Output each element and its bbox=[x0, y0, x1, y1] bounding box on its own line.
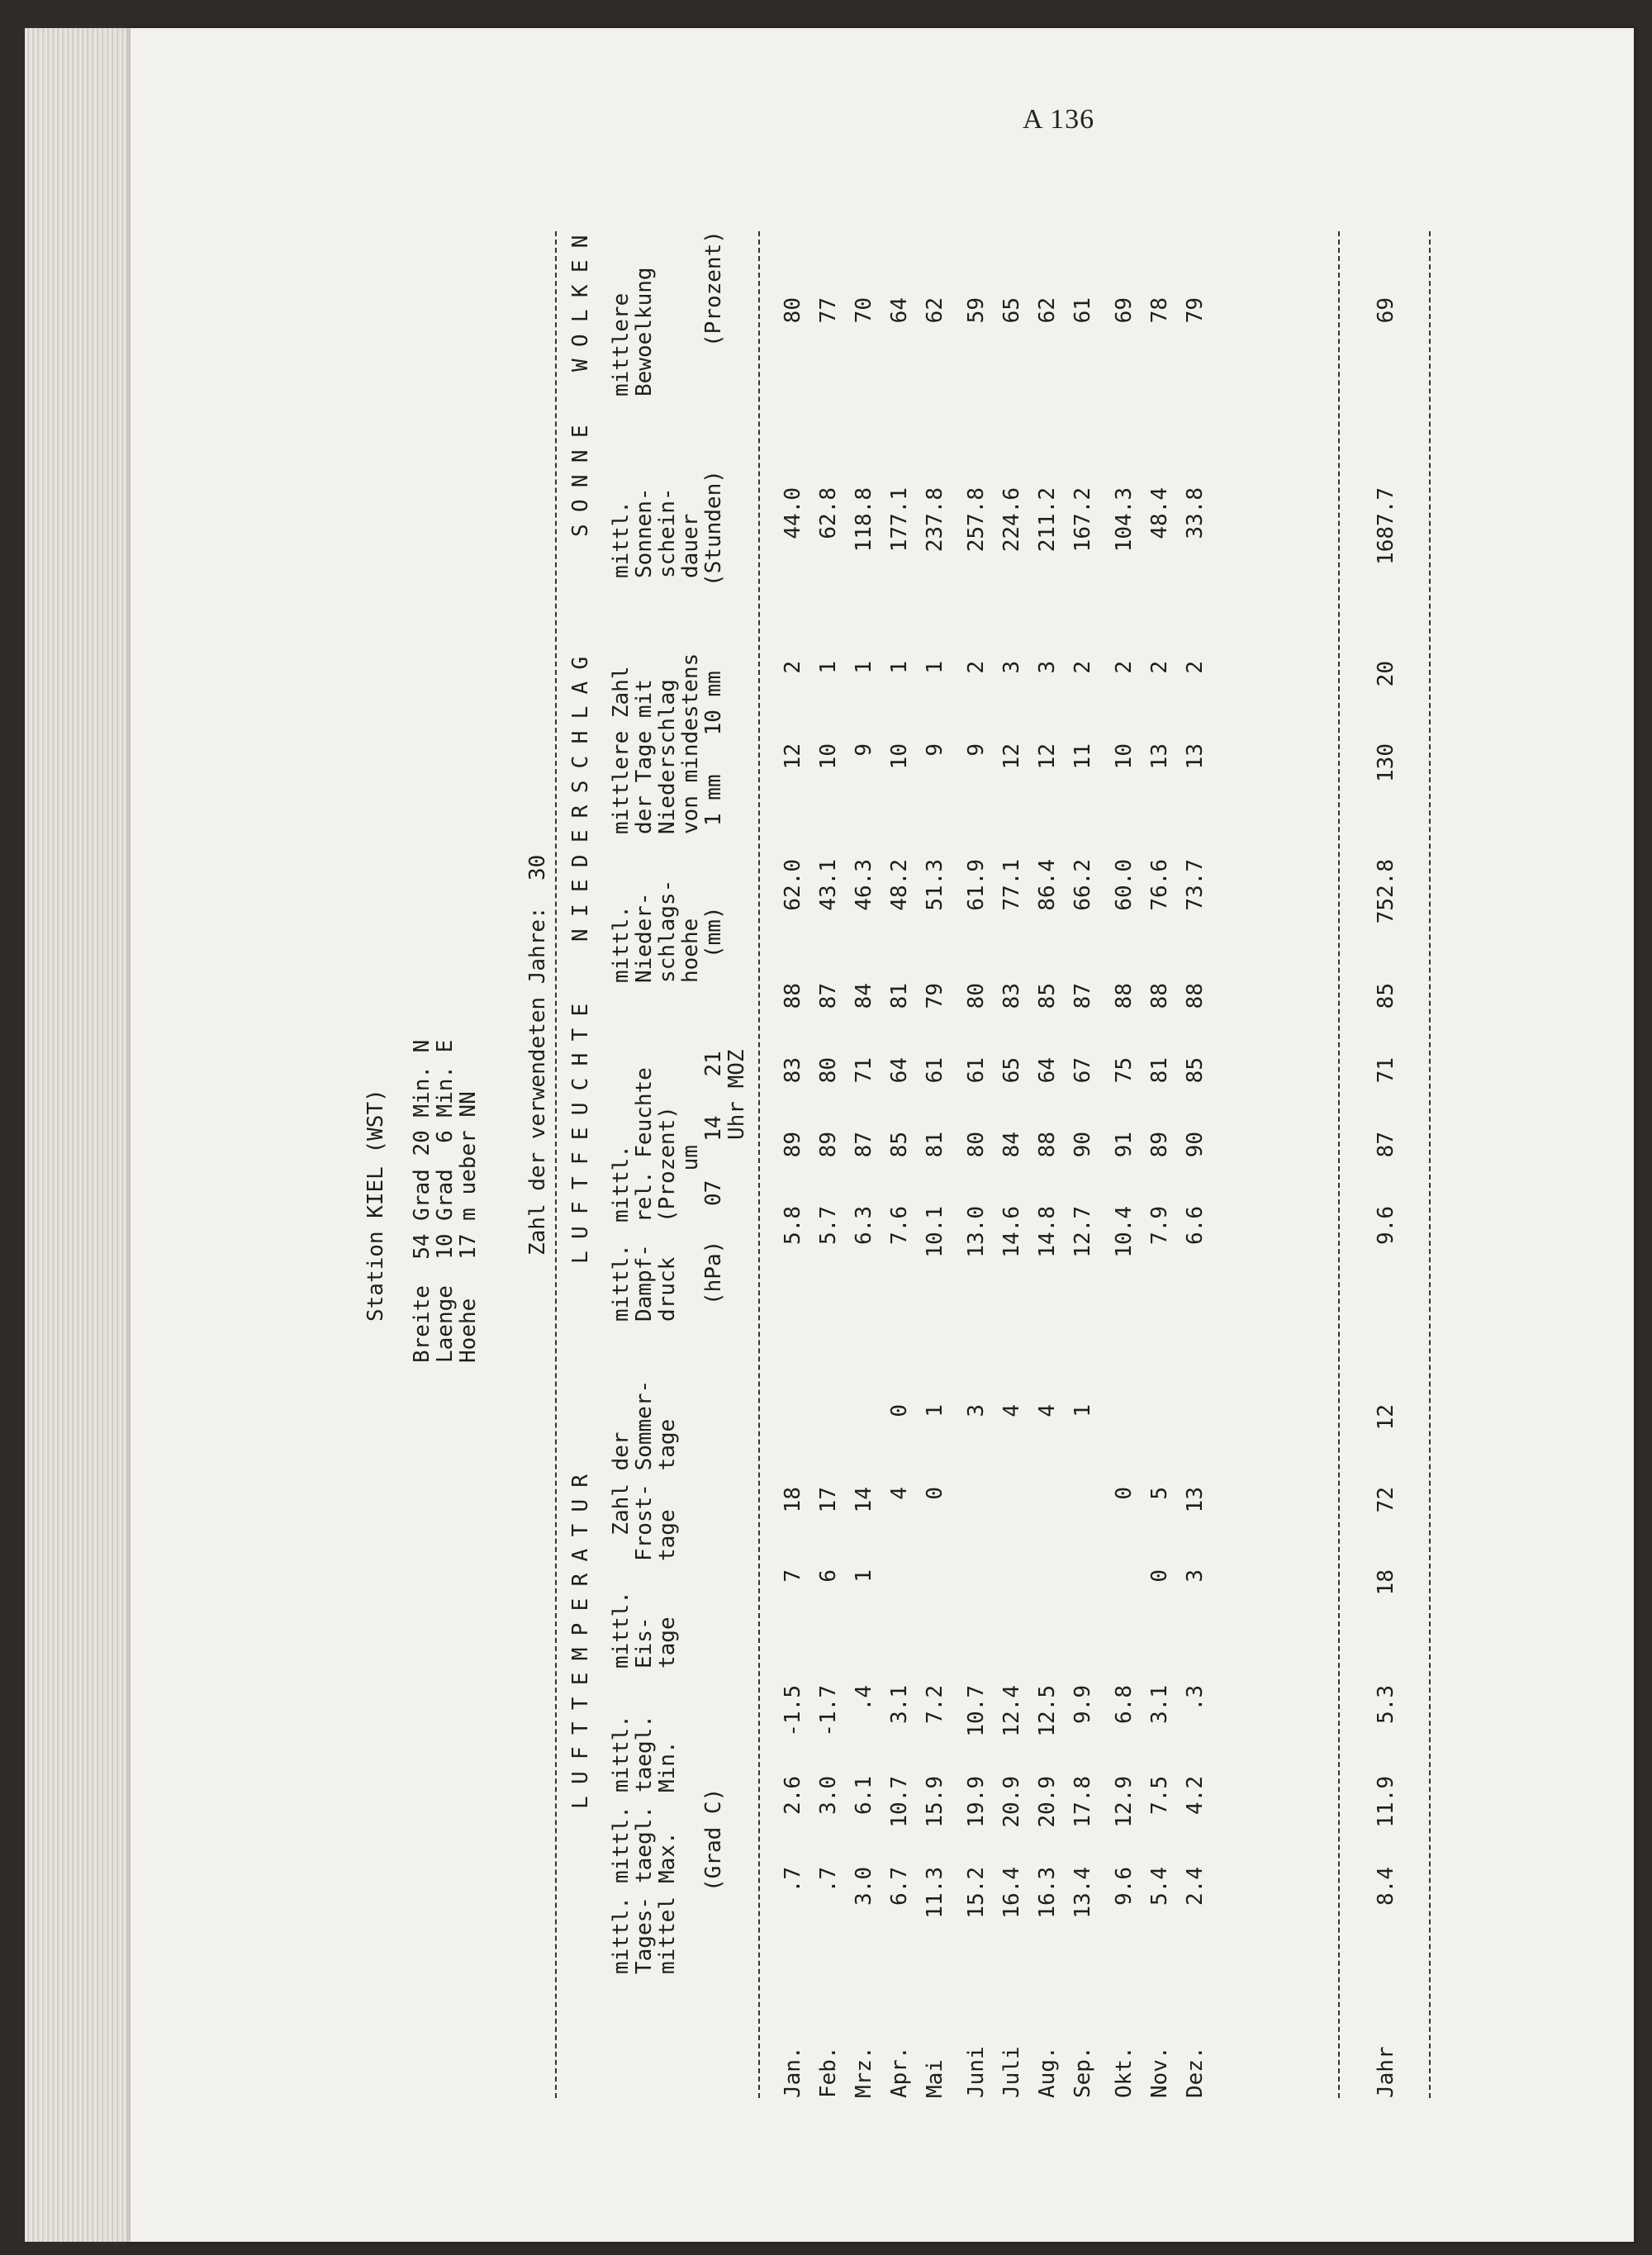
table-row-max: 3.0 bbox=[816, 1776, 841, 1815]
table-row-f21: 85 bbox=[1035, 983, 1060, 1009]
year-row-min: 5.3 bbox=[1374, 1685, 1398, 1724]
divider-header bbox=[758, 231, 760, 2098]
table-row-dampf: 12.7 bbox=[1070, 1206, 1095, 1258]
table-row-wolken: 65 bbox=[999, 297, 1024, 324]
table-row-f14: 80 bbox=[816, 1057, 841, 1084]
table-row-max: 19.9 bbox=[964, 1776, 989, 1828]
table-row-max: 17.8 bbox=[1070, 1776, 1095, 1828]
group-lufttemperatur: LUFTTEMPERATUR bbox=[568, 1462, 593, 1809]
table-row-d1: 10 bbox=[816, 743, 841, 770]
table-row-dampf: 7.9 bbox=[1147, 1206, 1172, 1245]
table-row-f14: 64 bbox=[887, 1057, 912, 1084]
table-row-wolken: 77 bbox=[816, 297, 841, 324]
table-row-d10: 2 bbox=[1112, 661, 1137, 674]
table-row-wolken: 79 bbox=[1183, 297, 1208, 324]
header-bewoelkung: mittlere Bewoelkung bbox=[609, 267, 657, 396]
table-row-wolken: 61 bbox=[1070, 297, 1095, 324]
table-row-dampf: 10.1 bbox=[923, 1206, 947, 1258]
table-row-f21: 81 bbox=[887, 983, 912, 1009]
header-niederschlagshoehe: mittl. Nieder- schlags- hoehe bbox=[609, 879, 703, 983]
table-row-min: 3.1 bbox=[1147, 1685, 1172, 1724]
table-row-wolken: 62 bbox=[1035, 297, 1060, 324]
table-row-f21: 79 bbox=[923, 983, 947, 1009]
table-row-eis: 0 bbox=[1147, 1569, 1172, 1583]
table-row-t: 6.7 bbox=[887, 1867, 912, 1906]
table-row-t: 5.4 bbox=[1147, 1867, 1172, 1906]
table-row-t: 9.6 bbox=[1112, 1867, 1137, 1906]
year-row-dampf: 9.6 bbox=[1374, 1206, 1398, 1245]
year-row-frost: 72 bbox=[1374, 1487, 1398, 1513]
table-row-max: 10.7 bbox=[887, 1776, 912, 1828]
table-row-min: .3 bbox=[1183, 1685, 1208, 1711]
table-row-max: 15.9 bbox=[923, 1776, 947, 1828]
table-row-sonne: 48.4 bbox=[1147, 487, 1172, 539]
table-row-frost: 17 bbox=[816, 1487, 841, 1513]
table-row-d10: 2 bbox=[1183, 661, 1208, 674]
station-altitude: Hoehe 17 m ueber NN bbox=[456, 1091, 481, 1363]
header-frost-sommertage: Zahl der Frost- Sommer- tage tage bbox=[609, 1379, 680, 1561]
table-row-dampf: 7.6 bbox=[887, 1206, 912, 1245]
unit-temperature: (Grad C) bbox=[701, 1787, 726, 1892]
table-row-t: 11.3 bbox=[923, 1867, 947, 1919]
table-row-frost: 4 bbox=[887, 1487, 912, 1500]
table-row-f21: 88 bbox=[1147, 983, 1172, 1009]
table-row-f14: 64 bbox=[1035, 1057, 1060, 1084]
climate-table bbox=[347, 198, 1437, 2098]
header-max: mittl. taegl. Max. bbox=[609, 1806, 680, 1883]
table-row-eis: 6 bbox=[816, 1569, 841, 1583]
table-row-f07: 90 bbox=[1183, 1132, 1208, 1158]
table-row-t: .7 bbox=[816, 1867, 841, 1893]
table-row-min: 6.8 bbox=[1112, 1685, 1137, 1724]
table-row-ns: 73.7 bbox=[1183, 859, 1208, 911]
table-row-wolken: 69 bbox=[1112, 297, 1137, 324]
table-row-frost: 0 bbox=[1112, 1487, 1137, 1500]
table-row-sonne: 44.0 bbox=[781, 487, 805, 539]
table-row-f21: 83 bbox=[999, 983, 1024, 1009]
unit-hpa: (hPa) bbox=[701, 1240, 726, 1305]
year-row-f14: 71 bbox=[1374, 1057, 1398, 1084]
table-row-month: Sep. bbox=[1070, 2046, 1095, 2098]
table-row-f07: 80 bbox=[964, 1132, 989, 1158]
table-row-d10: 1 bbox=[816, 661, 841, 674]
table-row-f07: 90 bbox=[1070, 1132, 1095, 1158]
table-row-frost: 18 bbox=[781, 1487, 805, 1513]
table-row-d1: 12 bbox=[999, 743, 1024, 770]
header-eistage: mittl. Eis- tage bbox=[609, 1591, 680, 1669]
table-row-dampf: 14.6 bbox=[999, 1206, 1024, 1258]
divider-bottom bbox=[1429, 231, 1431, 2098]
table-row-f07: 81 bbox=[923, 1132, 947, 1158]
table-row-min: 7.2 bbox=[923, 1685, 947, 1724]
table-row-f14: 61 bbox=[923, 1057, 947, 1084]
page-number: A 136 bbox=[1023, 104, 1095, 135]
station-title: Station KIEL (WST) bbox=[363, 1089, 388, 1322]
table-row-d10: 2 bbox=[781, 661, 805, 674]
year-row-d10: 20 bbox=[1374, 661, 1398, 687]
year-row-wolken: 69 bbox=[1374, 297, 1398, 324]
header-min: mittl. taegl. Min. bbox=[609, 1715, 680, 1792]
table-row-d10: 1 bbox=[887, 661, 912, 674]
table-row-dampf: 13.0 bbox=[964, 1206, 989, 1258]
table-row-dampf: 14.8 bbox=[1035, 1206, 1060, 1258]
table-row-max: 2.6 bbox=[781, 1776, 805, 1815]
table-row-t: 16.4 bbox=[999, 1867, 1024, 1919]
book-page-edge bbox=[25, 28, 132, 2242]
table-row-sonne: 257.8 bbox=[964, 487, 989, 553]
table-row-f21: 88 bbox=[1183, 983, 1208, 1009]
table-row-dampf: 6.6 bbox=[1183, 1206, 1208, 1245]
table-row-sommer: 4 bbox=[999, 1404, 1024, 1417]
uhr-moz: Uhr MOZ bbox=[724, 1049, 749, 1140]
header-dampfdruck: mittl. Dampf- druck bbox=[609, 1244, 680, 1322]
table-row-ns: 43.1 bbox=[816, 859, 841, 911]
table-row-wolken: 80 bbox=[781, 297, 805, 324]
table-row-f07: 88 bbox=[1035, 1132, 1060, 1158]
table-row-d10: 2 bbox=[1147, 661, 1172, 674]
table-row-eis: 7 bbox=[781, 1569, 805, 1583]
table-row-f21: 87 bbox=[1070, 983, 1095, 1009]
table-row-max: 6.1 bbox=[852, 1776, 876, 1815]
table-row-d10: 3 bbox=[999, 661, 1024, 674]
table-row-ns: 62.0 bbox=[781, 859, 805, 911]
table-row-max: 4.2 bbox=[1183, 1776, 1208, 1815]
table-row-d1: 9 bbox=[964, 743, 989, 757]
table-row-sonne: 211.2 bbox=[1035, 487, 1060, 553]
group-niederschlag: NIEDERSCHLAG bbox=[568, 644, 593, 942]
table-row-max: 12.9 bbox=[1112, 1776, 1137, 1828]
thresholds-mm: 1 mm 10 mm bbox=[701, 671, 726, 826]
table-row-sommer: 4 bbox=[1035, 1404, 1060, 1417]
table-row-d10: 1 bbox=[852, 661, 876, 674]
table-row-f21: 88 bbox=[1112, 983, 1137, 1009]
table-row-t: 13.4 bbox=[1070, 1867, 1095, 1919]
table-row-f14: 61 bbox=[964, 1057, 989, 1084]
table-row-month: Jan. bbox=[781, 2046, 805, 2098]
table-row-month: Feb. bbox=[816, 2046, 841, 2098]
year-row-f07: 87 bbox=[1374, 1132, 1398, 1158]
table-row-f21: 88 bbox=[781, 983, 805, 1009]
table-row-min: .4 bbox=[852, 1685, 876, 1711]
table-row-min: -1.5 bbox=[781, 1685, 805, 1737]
table-row-month: Juli bbox=[999, 2046, 1024, 2098]
table-row-max: 20.9 bbox=[1035, 1776, 1060, 1828]
station-latitude: Breite 54 Grad 20 Min. N bbox=[410, 1039, 434, 1363]
table-row-min: 3.1 bbox=[887, 1685, 912, 1724]
table-row-f21: 80 bbox=[964, 983, 989, 1009]
group-wolken: WOLKEN bbox=[568, 223, 593, 372]
table-row-f07: 87 bbox=[852, 1132, 876, 1158]
table-row-sonne: 237.8 bbox=[923, 487, 947, 553]
table-row-d1: 10 bbox=[887, 743, 912, 770]
table-row-d10: 3 bbox=[1035, 661, 1060, 674]
group-luftfeuchte: LUFTFEUCHTE bbox=[568, 991, 593, 1264]
year-row-t: 8.4 bbox=[1374, 1867, 1398, 1906]
table-row-wolken: 62 bbox=[923, 297, 947, 324]
table-row-t: 2.4 bbox=[1183, 1867, 1208, 1906]
table-row-sonne: 177.1 bbox=[887, 487, 912, 553]
group-sonne: SONNE bbox=[568, 413, 593, 537]
table-row-min: 10.7 bbox=[964, 1685, 989, 1737]
table-row-wolken: 64 bbox=[887, 297, 912, 324]
table-row-f07: 85 bbox=[887, 1132, 912, 1158]
table-row-t: 16.3 bbox=[1035, 1867, 1060, 1919]
table-row-f07: 89 bbox=[1147, 1132, 1172, 1158]
table-row-month: Okt. bbox=[1112, 2046, 1137, 2098]
table-row-wolken: 70 bbox=[852, 297, 876, 324]
table-row-f07: 84 bbox=[999, 1132, 1024, 1158]
header-niederschlagstage: mittlere Zahl der Tage mit Niederschlag von mindestens bbox=[609, 653, 703, 834]
table-row-month: Apr. bbox=[887, 2046, 912, 2098]
table-row-d1: 12 bbox=[781, 743, 805, 770]
table-row-f07: 89 bbox=[781, 1132, 805, 1158]
unit-mm: (mm) bbox=[701, 906, 726, 958]
table-row-ns: 86.4 bbox=[1035, 859, 1060, 911]
table-row-dampf: 6.3 bbox=[852, 1206, 876, 1245]
table-row-ns: 76.6 bbox=[1147, 859, 1172, 911]
unit-stunden: (Stunden) bbox=[701, 470, 726, 586]
table-row-frost: 0 bbox=[923, 1487, 947, 1500]
divider-before-year bbox=[1338, 231, 1340, 2098]
table-row-month: Juni bbox=[964, 2046, 989, 2098]
table-row-month: Dez. bbox=[1183, 2046, 1208, 2098]
table-row-d10: 2 bbox=[1070, 661, 1095, 674]
table-row-d1: 12 bbox=[1035, 743, 1060, 770]
table-row-ns: 60.0 bbox=[1112, 859, 1137, 911]
year-row-month: Jahr bbox=[1374, 2046, 1398, 2098]
table-row-ns: 77.1 bbox=[999, 859, 1024, 911]
table-row-f14: 65 bbox=[999, 1057, 1024, 1084]
table-row-t: .7 bbox=[781, 1867, 805, 1893]
table-row-sonne: 104.3 bbox=[1112, 487, 1137, 553]
table-row-max: 7.5 bbox=[1147, 1776, 1172, 1815]
table-row-ns: 61.9 bbox=[964, 859, 989, 911]
table-row-f14: 83 bbox=[781, 1057, 805, 1084]
table-row-ns: 46.3 bbox=[852, 859, 876, 911]
table-row-d1: 11 bbox=[1070, 743, 1095, 770]
table-row-d10: 2 bbox=[964, 661, 989, 674]
table-row-sonne: 224.6 bbox=[999, 487, 1024, 553]
table-row-f14: 71 bbox=[852, 1057, 876, 1084]
table-row-wolken: 78 bbox=[1147, 297, 1172, 324]
table-row-f07: 89 bbox=[816, 1132, 841, 1158]
table-row-sommer: 0 bbox=[887, 1404, 912, 1417]
table-row-d1: 10 bbox=[1112, 743, 1137, 770]
table-row-t: 15.2 bbox=[964, 1867, 989, 1919]
table-row-sonne: 33.8 bbox=[1183, 487, 1208, 539]
table-row-f14: 75 bbox=[1112, 1057, 1137, 1084]
table-row-month: Mai bbox=[923, 2059, 947, 2098]
table-row-month: Aug. bbox=[1035, 2046, 1060, 2098]
table-row-f21: 87 bbox=[816, 983, 841, 1009]
table-row-wolken: 59 bbox=[964, 297, 989, 324]
year-row-d1: 130 bbox=[1374, 743, 1398, 782]
year-row-ns: 752.8 bbox=[1374, 859, 1398, 924]
divider-top bbox=[555, 231, 557, 2098]
table-row-sonne: 62.8 bbox=[816, 487, 841, 539]
header-feuchte: mittl. rel. Feuchte (Prozent) um bbox=[609, 1067, 703, 1222]
table-row-ns: 66.2 bbox=[1070, 859, 1095, 911]
table-row-ns: 48.2 bbox=[887, 859, 912, 911]
year-row-sommer: 12 bbox=[1374, 1404, 1398, 1431]
table-row-f14: 85 bbox=[1183, 1057, 1208, 1084]
table-row-f14: 81 bbox=[1147, 1057, 1172, 1084]
table-row-sonne: 167.2 bbox=[1070, 487, 1095, 553]
year-row-f21: 85 bbox=[1374, 983, 1398, 1009]
header-sonnenscheindauer: mittl. Sonnen- schein- dauer bbox=[609, 487, 703, 578]
table-row-dampf: 5.8 bbox=[781, 1206, 805, 1245]
table-row-ns: 51.3 bbox=[923, 859, 947, 911]
feuchte-hours: 07 14 21 bbox=[701, 1051, 726, 1206]
table-row-min: 9.9 bbox=[1070, 1685, 1095, 1724]
table-row-min: 12.5 bbox=[1035, 1685, 1060, 1737]
table-row-d1: 9 bbox=[852, 743, 876, 757]
table-row-min: 12.4 bbox=[999, 1685, 1024, 1737]
table-row-max: 20.9 bbox=[999, 1776, 1024, 1828]
table-row-t: 3.0 bbox=[852, 1867, 876, 1906]
table-row-d1: 13 bbox=[1183, 743, 1208, 770]
header-tagesmittel: mittl. Tages- mittel bbox=[609, 1897, 680, 1974]
table-row-eis: 1 bbox=[852, 1569, 876, 1583]
year-row-max: 11.9 bbox=[1374, 1776, 1398, 1828]
table-row-sommer: 1 bbox=[1070, 1404, 1095, 1417]
table-row-frost: 5 bbox=[1147, 1487, 1172, 1500]
table-row-f14: 67 bbox=[1070, 1057, 1095, 1084]
table-row-d10: 1 bbox=[923, 661, 947, 674]
station-longitude: Laenge 10 Grad 6 Min. E bbox=[433, 1039, 458, 1363]
years-used: Zahl der verwendeten Jahre: 30 bbox=[525, 854, 550, 1256]
table-row-d1: 9 bbox=[923, 743, 947, 757]
table-row-frost: 13 bbox=[1183, 1487, 1208, 1513]
table-row-sommer: 1 bbox=[923, 1404, 947, 1417]
year-row-eis: 18 bbox=[1374, 1569, 1398, 1596]
table-row-f07: 91 bbox=[1112, 1132, 1137, 1158]
table-row-dampf: 10.4 bbox=[1112, 1206, 1137, 1258]
table-row-f21: 84 bbox=[852, 983, 876, 1009]
table-row-month: Mrz. bbox=[852, 2046, 876, 2098]
unit-prozent: (Prozent) bbox=[701, 230, 726, 347]
table-row-min: -1.7 bbox=[816, 1685, 841, 1737]
table-row-dampf: 5.7 bbox=[816, 1206, 841, 1245]
table-row-sonne: 118.8 bbox=[852, 487, 876, 553]
table-row-frost: 14 bbox=[852, 1487, 876, 1513]
table-row-eis: 3 bbox=[1183, 1569, 1208, 1583]
year-row-sonne: 1687.7 bbox=[1374, 487, 1398, 565]
table-row-month: Nov. bbox=[1147, 2046, 1172, 2098]
table-row-sommer: 3 bbox=[964, 1404, 989, 1417]
table-row-d1: 13 bbox=[1147, 743, 1172, 770]
